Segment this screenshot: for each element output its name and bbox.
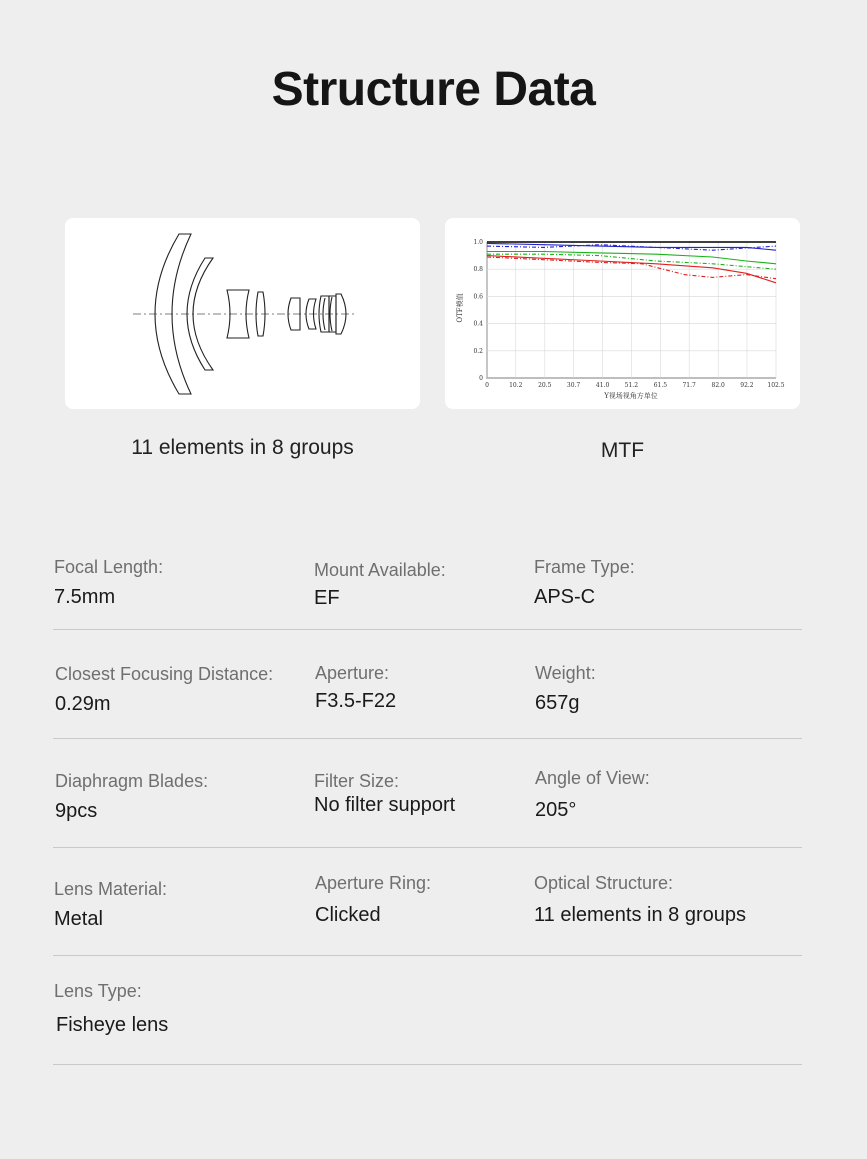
spec-label: Angle of View: [535, 768, 650, 788]
mtf-x-tick-label: 20.5 [538, 382, 552, 389]
mtf-chart [445, 218, 800, 409]
mtf-y-tick-label: 0 [479, 375, 483, 382]
spec-aperture-ring [315, 873, 431, 927]
spec-label: Weight: [535, 663, 596, 683]
mtf-x-tick-label: 71.7 [682, 382, 696, 389]
structure-caption: 11 elements in 8 groups [131, 436, 354, 459]
mtf-x-tick-label: 102.5 [767, 382, 785, 389]
mtf-x-tick-label: 61.5 [653, 382, 668, 389]
lens-element-10 [323, 298, 325, 330]
spec-value: 205° [535, 799, 577, 821]
spec-value: Metal [54, 908, 103, 930]
spec-label: Focal Length: [54, 557, 164, 577]
spec-label: Diaphragm Blades: [55, 771, 209, 791]
spec-value: No filter support [314, 794, 456, 816]
spec-label: Mount Available: [314, 560, 446, 580]
spec-value: 9pcs [55, 800, 98, 822]
spec-label: Filter Size: [314, 771, 400, 791]
spec-weight [535, 663, 596, 715]
spec-filter-size [314, 771, 455, 817]
mtf-chart-card [445, 218, 800, 409]
spec-diaphragm-blades [55, 771, 208, 823]
spec-lens-type [54, 981, 168, 1037]
spec-closest-focusing [55, 664, 273, 716]
mtf-x-tick-label: 92.2 [740, 382, 754, 389]
spec-value: 7.5mm [54, 586, 116, 608]
spec-optical-structure [534, 873, 746, 927]
mtf-x-tick-label: 30.7 [566, 382, 581, 389]
spec-label: Optical Structure: [534, 873, 674, 893]
spec-value: EF [314, 587, 340, 609]
spec-focal-length [54, 557, 163, 609]
page-title: Structure Data [271, 63, 596, 116]
spec-label: Aperture: [315, 663, 390, 683]
mtf-y-tick-label: 0.6 [473, 293, 483, 301]
spec-aperture [315, 663, 396, 713]
mtf-y-axis-label: OTF模值 [456, 293, 464, 323]
spec-value: 0.29m [55, 693, 111, 715]
mtf-caption: MTF [600, 439, 645, 462]
lens-element-3 [227, 290, 249, 338]
spec-angle-of-view [535, 768, 650, 822]
mtf-x-tick-label: 0 [485, 382, 489, 389]
spec-lens-material [54, 879, 167, 931]
mtf-x-axis-label: Y视场视角方单位 [604, 392, 658, 400]
mtf-y-tick-label: 0.4 [473, 320, 483, 328]
spec-value: Clicked [315, 904, 381, 926]
mtf-y-tick-label: 0.8 [473, 266, 483, 274]
mtf-x-tick-label: 41.0 [595, 382, 610, 389]
mtf-x-tick-label: 51.2 [624, 382, 639, 389]
mtf-x-tick-label: 82.0 [711, 382, 725, 389]
lens-structure-card [65, 218, 420, 409]
spec-value: APS-C [534, 586, 596, 608]
spec-label: Aperture Ring: [315, 873, 432, 893]
spec-label: Frame Type: [534, 557, 635, 577]
spec-value: 657g [535, 692, 580, 714]
spec-mount [314, 560, 446, 610]
mtf-y-tick-label: 1.0 [473, 239, 483, 246]
mtf-x-tick-label: 10.2 [509, 382, 523, 389]
spec-value: F3.5-F22 [315, 690, 397, 712]
spec-frame-type [534, 557, 635, 609]
spec-value: 11 elements in 8 groups [534, 904, 746, 926]
spec-label: Lens Material: [54, 879, 168, 899]
mtf-y-tick-label: 0.2 [473, 347, 483, 355]
spec-value: Fisheye lens [56, 1014, 169, 1036]
spec-label: Lens Type: [54, 981, 142, 1001]
spec-label: Closest Focusing Distance: [55, 664, 274, 684]
lens-structure-diagram [65, 218, 420, 409]
